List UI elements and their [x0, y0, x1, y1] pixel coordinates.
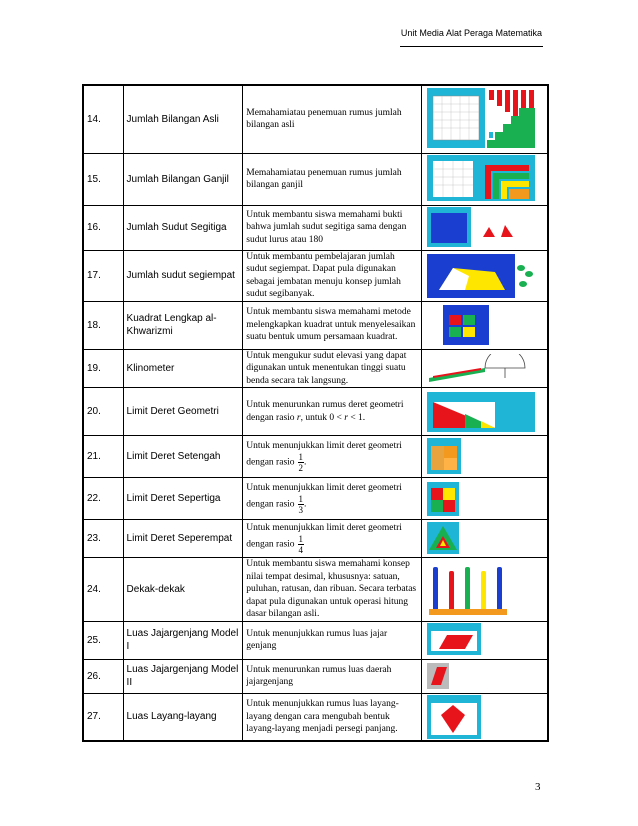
thumb-image: [425, 561, 537, 617]
media-description: Memahamiatau penemuan rumus jumlah bilangan asli: [243, 85, 421, 153]
media-description: Untuk membantu siswa memahami metode melengkapkan kuadrat untuk menyelesaikan suatu bentuk umum persamaan kuadrat.: [243, 301, 421, 349]
media-name: Kuadrat Lengkap al-Khwarizmi: [123, 301, 243, 349]
row-number: 24.: [83, 558, 123, 622]
media-name: Limit Deret Setengah: [123, 436, 243, 478]
row-number: 15.: [83, 153, 123, 205]
fraction-denominator: 3: [298, 505, 304, 516]
desc-text: Untuk menunjukkan limit deret geometri dengan rasio: [246, 440, 402, 468]
desc-text: Untuk menunjukkan limit deret geometri dengan rasio: [246, 482, 402, 510]
media-description: Untuk membantu pembelajaran jumlah sudut segiempat. Dapat pula digunakan sebagai jembatan menuju konsep jumlah sudut segibanyak.: [243, 250, 421, 301]
media-name: Luas Layang-layang: [123, 693, 243, 741]
desc-text: .: [304, 499, 307, 510]
thumbnail-jumlah-bilangan-asli: [421, 85, 548, 153]
thumb-image: [425, 303, 537, 347]
header-rule: [400, 46, 543, 47]
media-description: Untuk menunjukkan rumus luas layang-layang dengan cara mengubah bentuk layang-layang menjadi persegi panjang.: [243, 693, 421, 741]
row-number: 18.: [83, 301, 123, 349]
desc-text: .: [304, 457, 307, 468]
media-name: Jumlah sudut segiempat: [123, 250, 243, 301]
thumb-image: [425, 522, 537, 556]
thumbnail-klinometer: [421, 349, 548, 388]
media-name: Jumlah Sudut Segitiga: [123, 205, 243, 250]
thumbnail-jumlah-sudut-segitiga: [421, 205, 548, 250]
fraction: [298, 534, 305, 555]
thumbnail-limit-deret-seperempat: [421, 520, 548, 558]
media-table: [82, 84, 549, 742]
media-description: Untuk mengukur sudut elevasi yang dapat digunakan untuk menentukan tinggi suatu benda secara tak langsung.: [243, 349, 421, 388]
thumb-image: [425, 438, 537, 476]
desc-text: < 1.: [347, 412, 366, 423]
desc-text: Untuk menunjukkan limit deret geometri dengan rasio: [246, 522, 402, 550]
thumbnail-jumlah-bilangan-ganjil: [421, 153, 548, 205]
thumbnail-limit-deret-setengah: [421, 436, 548, 478]
media-name: Jumlah Bilangan Ganjil: [123, 153, 243, 205]
thumb-image: [425, 480, 537, 518]
thumb-image: [425, 254, 537, 298]
media-description: Untuk menurunkan rumus luas daerah jajargenjang: [243, 659, 421, 693]
table-row: [83, 349, 548, 388]
desc-text: , untuk 0 <: [300, 412, 345, 423]
table-row: [83, 478, 548, 520]
table-row: [83, 153, 548, 205]
row-number: 21.: [83, 436, 123, 478]
table-row: [83, 85, 548, 153]
table-row: [83, 558, 548, 622]
table-row: [83, 436, 548, 478]
desc-var: r: [296, 412, 301, 423]
table-row: [83, 301, 548, 349]
thumbnail-luas-jajargenjang-2: [421, 659, 548, 693]
media-description: [243, 520, 421, 558]
thumbnail-limit-deret-geometri: [421, 388, 548, 436]
table-row: [83, 621, 548, 659]
desc-text: Untuk menurunkan rumus deret geometri dengan rasio: [246, 400, 404, 423]
thumbnail-kuadrat-lengkap: [421, 301, 548, 349]
media-description: [243, 388, 421, 436]
thumb-image: [425, 661, 537, 691]
thumb-image: [425, 155, 537, 203]
table-row: [83, 693, 548, 741]
media-description: [243, 478, 421, 520]
media-name: Dekak-dekak: [123, 558, 243, 622]
media-name: Jumlah Bilangan Asli: [123, 85, 243, 153]
row-number: 25.: [83, 621, 123, 659]
row-number: 17.: [83, 250, 123, 301]
media-description: [243, 436, 421, 478]
thumb-image: [425, 88, 537, 150]
row-number: 20.: [83, 388, 123, 436]
media-description: Untuk membantu siswa memahami konsep nilai tempat desimal, khususnya: satuan, puluhan, ratusan, dan ribuan. Secara terbatas dapat pula digunakan untuk operasi hitung dasar bilangan asli.: [243, 558, 421, 622]
table-row: [83, 659, 548, 693]
thumbnail-jumlah-sudut-segiempat: [421, 250, 548, 301]
fraction-numerator: 1: [298, 494, 304, 505]
desc-var: r: [344, 412, 348, 423]
table-row: [83, 205, 548, 250]
thumbnail-limit-deret-sepertiga: [421, 478, 548, 520]
media-name: Limit Deret Seperempat: [123, 520, 243, 558]
table-row: [83, 388, 548, 436]
thumb-image: [425, 695, 537, 739]
media-name: Klinometer: [123, 349, 243, 388]
fraction-numerator: 1: [298, 534, 304, 545]
media-name: Limit Deret Sepertiga: [123, 478, 243, 520]
row-number: 23.: [83, 520, 123, 558]
media-description: Memahamiatau penemuan rumus jumlah bilangan ganjil: [243, 153, 421, 205]
row-number: 19.: [83, 349, 123, 388]
media-name: Luas Jajargenjang Model I: [123, 621, 243, 659]
media-description: Untuk menunjukkan rumus luas jajar genjang: [243, 621, 421, 659]
media-name: Luas Jajargenjang Model II: [123, 659, 243, 693]
thumb-image: [425, 354, 537, 382]
thumbnail-dekak-dekak: [421, 558, 548, 622]
fraction-denominator: 2: [298, 463, 304, 474]
media-name: Limit Deret Geometri: [123, 388, 243, 436]
row-number: 16.: [83, 205, 123, 250]
fraction-denominator: 4: [298, 545, 304, 556]
thumb-image: [425, 623, 537, 657]
row-number: 27.: [83, 693, 123, 741]
row-number: 14.: [83, 85, 123, 153]
fraction-numerator: 1: [298, 452, 304, 463]
thumbnail-luas-jajargenjang-1: [421, 621, 548, 659]
thumb-image: [425, 207, 537, 248]
page-number: 3: [535, 781, 541, 793]
running-header: Unit Media Alat Peraga Matematika: [400, 28, 542, 38]
thumb-image: [425, 390, 537, 434]
row-number: 26.: [83, 659, 123, 693]
row-number: 22.: [83, 478, 123, 520]
thumbnail-luas-layang-layang: [421, 693, 548, 741]
table-row: [83, 520, 548, 558]
table-row: [83, 250, 548, 301]
media-description: Untuk membantu siswa memahami bukti bahwa jumlah sudut segitiga sama dengan sudut lurus atau 180: [243, 205, 421, 250]
